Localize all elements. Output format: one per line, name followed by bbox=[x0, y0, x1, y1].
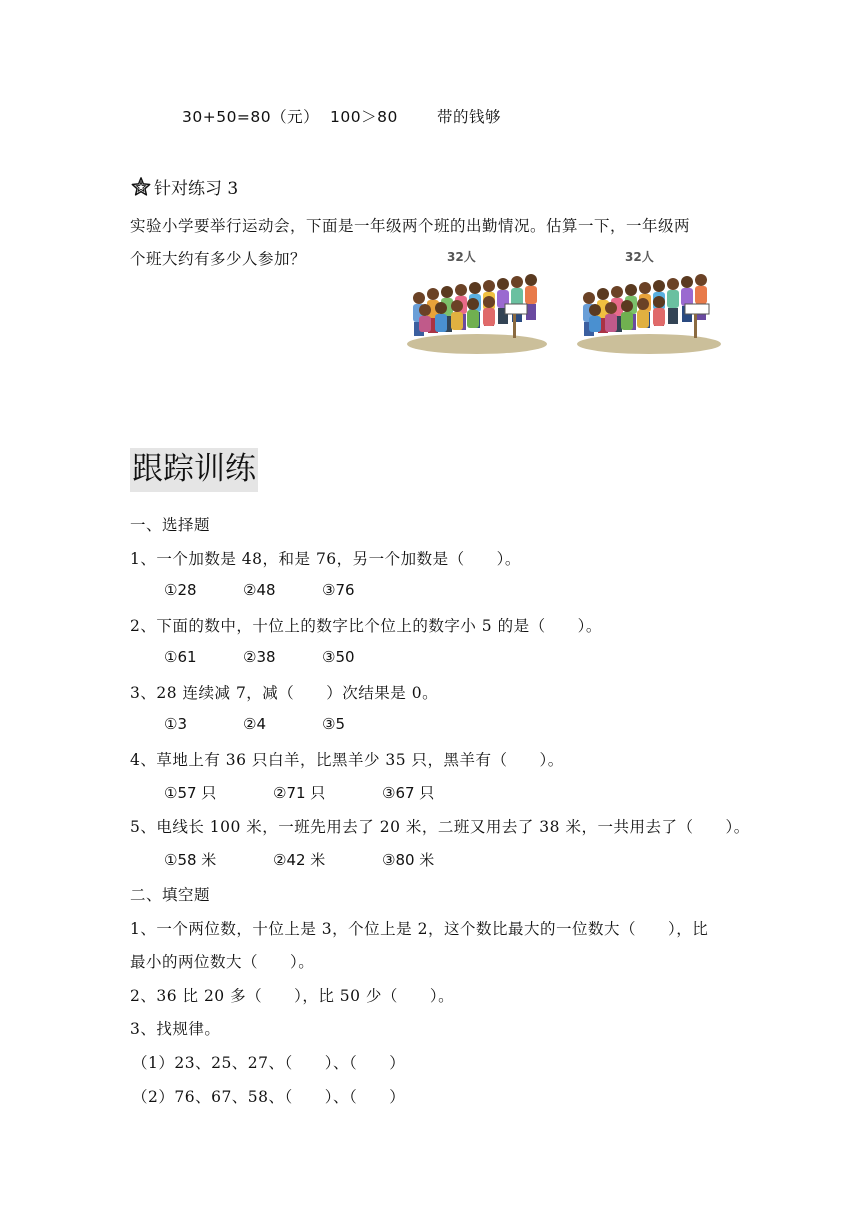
question-4: 4、草地上有 36 只白羊，比黑羊少 35 只，黑羊有（ ）。 bbox=[130, 751, 564, 769]
pattern-2: （2）76、67、58、（ ）、（ ） bbox=[132, 1088, 406, 1106]
question-2-option-3: ③50 bbox=[322, 648, 355, 666]
class-count-label: 32人 bbox=[625, 250, 654, 264]
question-4-option-3: ③67 只 bbox=[382, 784, 435, 802]
practice-question-line1: 实验小学要举行运动会，下面是一年级两个班的出勤情况。估算一下，一年级两 bbox=[130, 217, 691, 235]
students-crowd-image bbox=[405, 248, 555, 360]
question-5: 5、电线长 100 米，一班先用去了 20 米，二班又用去了 38 米，一共用去了（ ）。 bbox=[130, 818, 750, 836]
fill-question-1-line2: 最小的两位数大（ ）。 bbox=[130, 953, 315, 971]
star-outline-icon bbox=[130, 176, 152, 198]
fill-question-1-line1: 1、一个两位数，十位上是 3，个位上是 2，这个数比最大的一位数大（ ），比 bbox=[130, 920, 709, 938]
question-1: 1、一个加数是 48，和是 76，另一个加数是（ ）。 bbox=[130, 550, 521, 568]
question-3-option-3: ③5 bbox=[322, 715, 345, 733]
question-4-option-2: ②71 只 bbox=[273, 784, 326, 802]
practice-question-line2: 个班大约有多少人参加？ bbox=[130, 250, 307, 268]
answer-comparison: 100＞80 bbox=[330, 108, 398, 126]
practice-title-text: 针对练习 3 bbox=[154, 179, 239, 199]
question-5-option-3: ③80 米 bbox=[382, 851, 435, 869]
section-heading: 跟踪训练 bbox=[130, 448, 258, 492]
fill-question-2: 2、36 比 20 多（ ），比 50 少（ ）。 bbox=[130, 987, 455, 1005]
fill-question-3: 3、找规律。 bbox=[130, 1020, 221, 1038]
question-4-option-1: ①57 只 bbox=[164, 784, 217, 802]
practice-title bbox=[130, 174, 238, 199]
pattern-1: （1）23、25、27、（ ）、（ ） bbox=[132, 1054, 406, 1072]
section1-title: 一、选择题 bbox=[130, 516, 211, 534]
question-3-option-1: ①3 bbox=[164, 715, 187, 733]
question-2: 2、下面的数中，十位上的数字比个位上的数字小 5 的是（ ）。 bbox=[130, 617, 602, 635]
question-1-option-1: ①28 bbox=[164, 581, 197, 599]
question-2-option-1: ①61 bbox=[164, 648, 197, 666]
section2-title: 二、填空题 bbox=[130, 886, 211, 904]
question-3-option-2: ②4 bbox=[243, 715, 266, 733]
class-illustration-2 bbox=[575, 248, 725, 360]
question-5-option-2: ②42 米 bbox=[273, 851, 326, 869]
answer-equation: 30+50=80（元） bbox=[182, 108, 320, 126]
question-2-option-2: ②38 bbox=[243, 648, 276, 666]
class-count-label: 32人 bbox=[447, 250, 476, 264]
answer-conclusion: 带的钱够 bbox=[437, 108, 502, 126]
question-3: 3、28 连续减 7，减（ ）次结果是 0。 bbox=[130, 684, 439, 702]
question-5-option-1: ①58 米 bbox=[164, 851, 217, 869]
question-1-option-2: ②48 bbox=[243, 581, 276, 599]
question-1-option-3: ③76 bbox=[322, 581, 355, 599]
class-illustration-1 bbox=[405, 248, 555, 360]
